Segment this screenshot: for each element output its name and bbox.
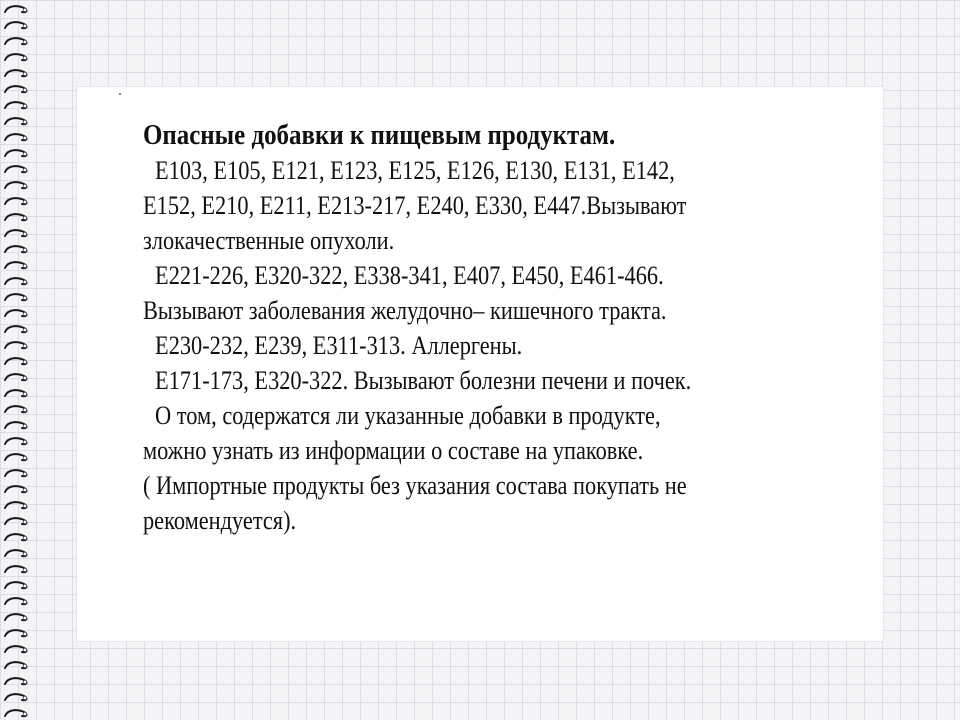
spiral-ring-icon: [2, 116, 30, 127]
spiral-ring-icon: [2, 404, 30, 415]
spiral-ring-icon: [2, 388, 30, 399]
spiral-ring-icon: [2, 580, 30, 591]
document-title: Опасные добавки к пищевым продуктам.: [143, 119, 616, 151]
spiral-ring-icon: [2, 308, 30, 319]
notebook-spiral-binding: [0, 0, 36, 720]
spiral-ring-icon: [2, 516, 30, 527]
spiral-ring-icon: [2, 276, 30, 287]
spiral-ring-icon: [2, 228, 30, 239]
spiral-ring-icon: [2, 292, 30, 303]
spiral-ring-icon: [2, 596, 30, 607]
text-line-4: E221-226, E320-322, E338-341, E407, E450, E461-466.: [155, 261, 664, 290]
spiral-ring-icon: [2, 100, 30, 111]
spiral-ring-icon: [2, 676, 30, 687]
spiral-ring-icon: [2, 548, 30, 559]
spiral-ring-icon: [2, 468, 30, 479]
spiral-ring-icon: [2, 532, 30, 543]
text-line-11: рекомендуется).: [143, 506, 297, 535]
spiral-ring-icon: [2, 212, 30, 223]
spiral-ring-icon: [2, 324, 30, 335]
text-line-9: можно узнать из информации о составе на упаковке.: [143, 436, 644, 465]
spiral-ring-icon: [2, 20, 30, 31]
text-line-2: E152, E210, E211, E213-217, E240, E330, E447.Вызывают: [143, 191, 687, 220]
spiral-ring-icon: [2, 452, 30, 463]
spiral-ring-icon: [2, 4, 30, 15]
spiral-ring-icon: [2, 164, 30, 175]
text-line-7: E171-173, E320-322. Вызывают болезни печени и почек.: [155, 366, 692, 395]
text-line-1: E103, E105, E121, E123, E125, E126, E130, E131, E142,: [155, 156, 675, 185]
text-line-8: О том, содержатся ли указанные добавки в продукте,: [155, 401, 661, 430]
spiral-ring-icon: [2, 644, 30, 655]
spiral-ring-icon: [2, 628, 30, 639]
text-sheet: [76, 86, 884, 642]
spiral-ring-icon: [2, 260, 30, 271]
spiral-ring-icon: [2, 708, 30, 719]
spiral-ring-icon: [2, 564, 30, 575]
spiral-ring-icon: [2, 196, 30, 207]
text-line-3: злокачественные опухоли.: [143, 226, 395, 255]
spiral-ring-icon: [2, 244, 30, 255]
spiral-ring-icon: [2, 612, 30, 623]
speck-mark: [119, 93, 121, 95]
text-line-10: ( Импортные продукты без указания состава покупать не: [143, 471, 687, 500]
text-line-6: E230-232, E239, E311-313. Аллергены.: [155, 331, 523, 360]
spiral-ring-icon: [2, 36, 30, 47]
spiral-ring-icon: [2, 420, 30, 431]
spiral-ring-icon: [2, 372, 30, 383]
spiral-ring-icon: [2, 148, 30, 159]
spiral-ring-icon: [2, 500, 30, 511]
document-body: [143, 117, 762, 538]
text-line-5: Вызывают заболевания желудочно– кишечного тракта.: [143, 296, 667, 325]
spiral-ring-icon: [2, 84, 30, 95]
spiral-ring-icon: [2, 484, 30, 495]
spiral-ring-icon: [2, 356, 30, 367]
spiral-ring-icon: [2, 132, 30, 143]
spiral-ring-icon: [2, 436, 30, 447]
spiral-ring-icon: [2, 660, 30, 671]
spiral-ring-icon: [2, 692, 30, 703]
spiral-ring-icon: [2, 68, 30, 79]
spiral-ring-icon: [2, 52, 30, 63]
spiral-ring-icon: [2, 180, 30, 191]
spiral-ring-icon: [2, 340, 30, 351]
